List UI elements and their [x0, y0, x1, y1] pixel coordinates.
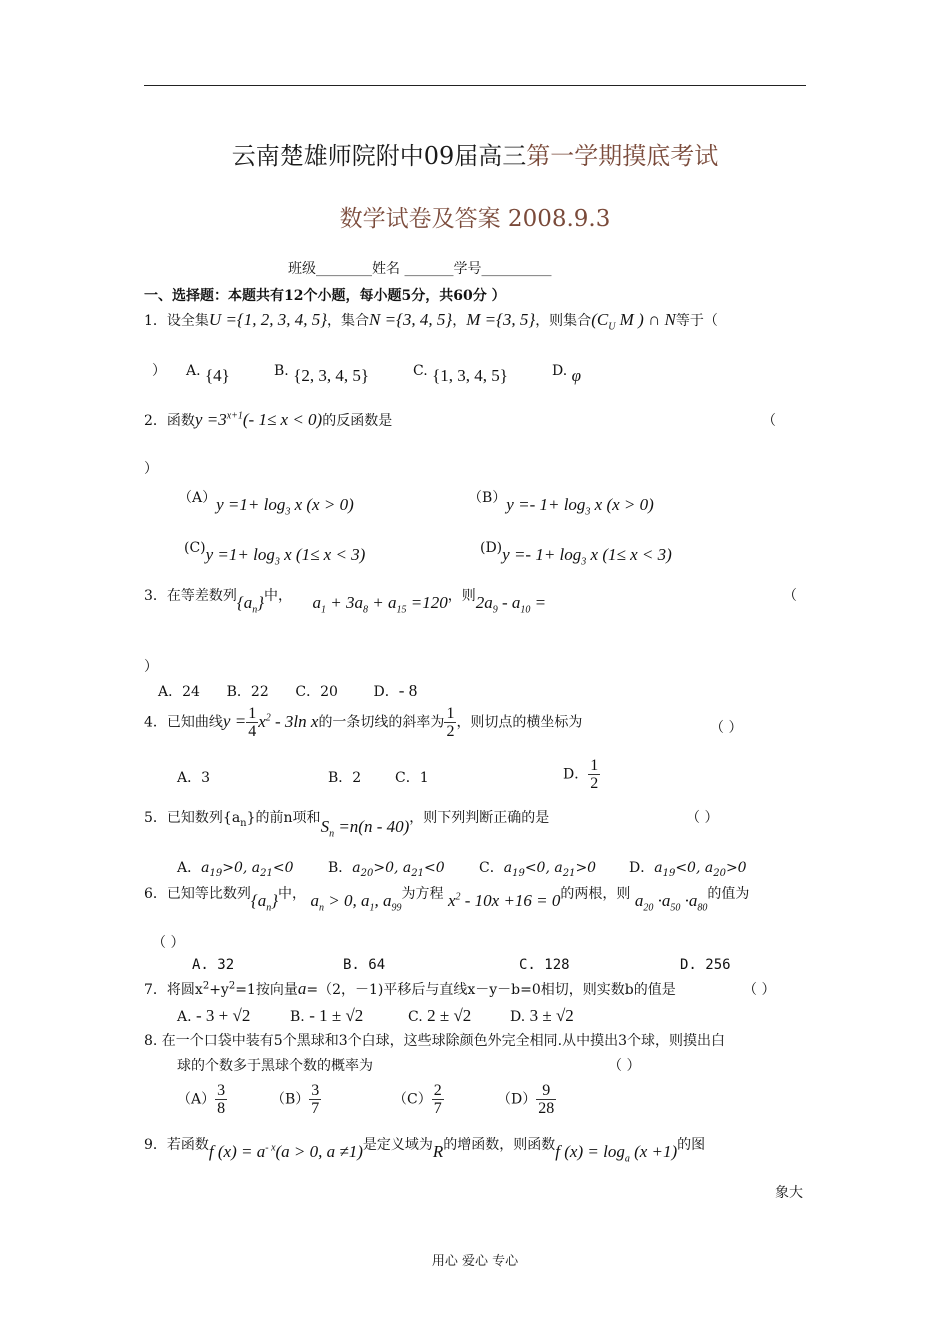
- q2-option-c: $(C)y =1+ \log_3 x$ (1≤ x < 3): [184, 540, 366, 568]
- question-3: 3．在等差数列$\{a_n\}$中， $a_1 + 3a_8 + a_{15} =120$，则$2a_9 - a_{10}$ =: [144, 588, 547, 616]
- page-footer: 用心 爱心 专心: [431, 1254, 519, 1269]
- q4-option-d: D． $\frac{1}{2}$: [563, 757, 599, 792]
- question-8-paren: （ ）: [608, 1058, 641, 1074]
- question-3-paren-close: ）: [144, 659, 158, 675]
- q5-option-b: B．$a_{20}>0$, $a_{21}<0$: [328, 860, 445, 879]
- question-1-paren: ）: [152, 363, 166, 379]
- q2-option-b: $(B)y =- 1+ \log_3 x$ (x > 0): [468, 490, 654, 518]
- q1-option-d: D. φ: [552, 363, 582, 385]
- q7-option-a: A. - 3 + √2: [177, 1006, 251, 1025]
- question-6: 6．已知等比数列$\{a_n\}$中， $a_n > 0$, $a_1$, $a_{99}$为方程 $x^2 - 10x +16 = 0$的两根，则 $a_{20} \cdot a_{50} \cdot a_{80}$的值为: [144, 886, 750, 914]
- q8-option-b: （B） $\frac{3}{7}$: [271, 1082, 320, 1117]
- q5-option-a: A．$a_{19}>0$, $a_{21}<0$: [177, 860, 294, 879]
- question-3-paren-open: （: [783, 588, 797, 604]
- q6-option-d: D. 256: [680, 957, 731, 973]
- q7-option-c: C. 2 ± √2: [408, 1006, 472, 1025]
- q5-option-d: D．$a_{19}<0$, $a_{20}>0$: [629, 860, 747, 879]
- page-title: 云南楚雄师院附中09届高三第一学期摸底考试: [231, 142, 719, 170]
- q7-option-b: B. - 1 ± √2: [290, 1006, 364, 1025]
- q7-option-d: D. 3 ± √2: [510, 1006, 574, 1025]
- section-heading: 一、选择题：本题共有12个小题，每小题5分，共60分 ）: [144, 288, 506, 304]
- q4-option-b: B．2: [328, 770, 362, 786]
- question-8-line-2: 球的个数多于黑球个数的概率为: [177, 1058, 373, 1074]
- question-7-paren: （ ）: [743, 982, 776, 998]
- question-5: 5．已知数列$\{a_n\}$的前n项和$S_n =n(n - 40)$，则下列判断正确的是: [144, 810, 550, 840]
- q6-option-a: A. 32: [192, 957, 235, 973]
- q1-option-a: A. {4}: [186, 363, 230, 385]
- question-1: 1．设全集U ={1, 2, 3, 4, 5}，集合N ={3, 4, 5}，M ={3, 5}，则集合($C_U$ M ) ∩ N等于（: [144, 310, 718, 333]
- question-8-line-1: 8. 在一个口袋中装有5个黑球和3个白球，这些球除颜色外完全相同.从中摸出3个球，则摸出白: [144, 1033, 725, 1049]
- question-7: 7．将圆$x^2+y^2=1$按向量a=（2，－1)平移后与直线x－y－b=0相切，则实数b的值是: [144, 979, 676, 998]
- q4-option-a: A．3: [177, 770, 211, 786]
- question-9: 9．若函数f $(x) = a^{- x}(a > 0$, a ≠1)是定义域为R的增函数，则函数f $(x) = \log_a (x +1)$的图: [144, 1137, 706, 1165]
- student-info-line: 班级________姓名 _______学号__________: [288, 261, 552, 277]
- page-subtitle: 数学试卷及答案 2008.9.3: [339, 206, 611, 232]
- question-2: 2．函数$y =3^{x+1}(-$ 1≤ x < 0)的反函数是: [144, 410, 393, 429]
- q8-option-a: （A） $\frac{3}{8}$: [177, 1082, 226, 1117]
- question-4-paren: （ ）: [710, 720, 743, 736]
- q1-option-c: C. {1, 3, 4, 5}: [413, 363, 508, 385]
- question-4: 4．已知曲线y = $\frac{1}{4}$ $x^2 - 3\ln$ x的一条切线的斜率为 $\frac{1}{2}$ ，则切点的横坐标为: [144, 705, 583, 740]
- question-2-paren-open: （: [762, 413, 776, 429]
- question-9-continued: 象大: [775, 1185, 803, 1201]
- q6-option-b: B. 64: [343, 957, 386, 973]
- q8-option-c: （C） $\frac{2}{7}$: [393, 1082, 442, 1117]
- q2-option-d: $(D)y =- 1+ \log_3 x$ (1≤ x < 3): [480, 540, 672, 568]
- header-rule: [144, 85, 806, 86]
- question-5-paren: （ ）: [686, 810, 719, 826]
- q5-option-c: C．$a_{19}<0$, $a_{21}>0$: [479, 860, 597, 879]
- q1-option-b: B. {2, 3, 4, 5}: [274, 363, 370, 385]
- question-6-paren: （ ）: [152, 935, 185, 951]
- q8-option-d: （D） $\frac{9}{28}$: [497, 1082, 555, 1117]
- q3-options: A．24 B．22 C．20 D．- 8: [158, 681, 418, 700]
- q2-option-a: $(A)y =1+ \log_3 x$ (x > 0): [178, 490, 354, 518]
- q4-option-c: C．1: [395, 770, 429, 786]
- question-2-paren-close: ）: [144, 461, 158, 477]
- q6-option-c: C. 128: [519, 957, 570, 973]
